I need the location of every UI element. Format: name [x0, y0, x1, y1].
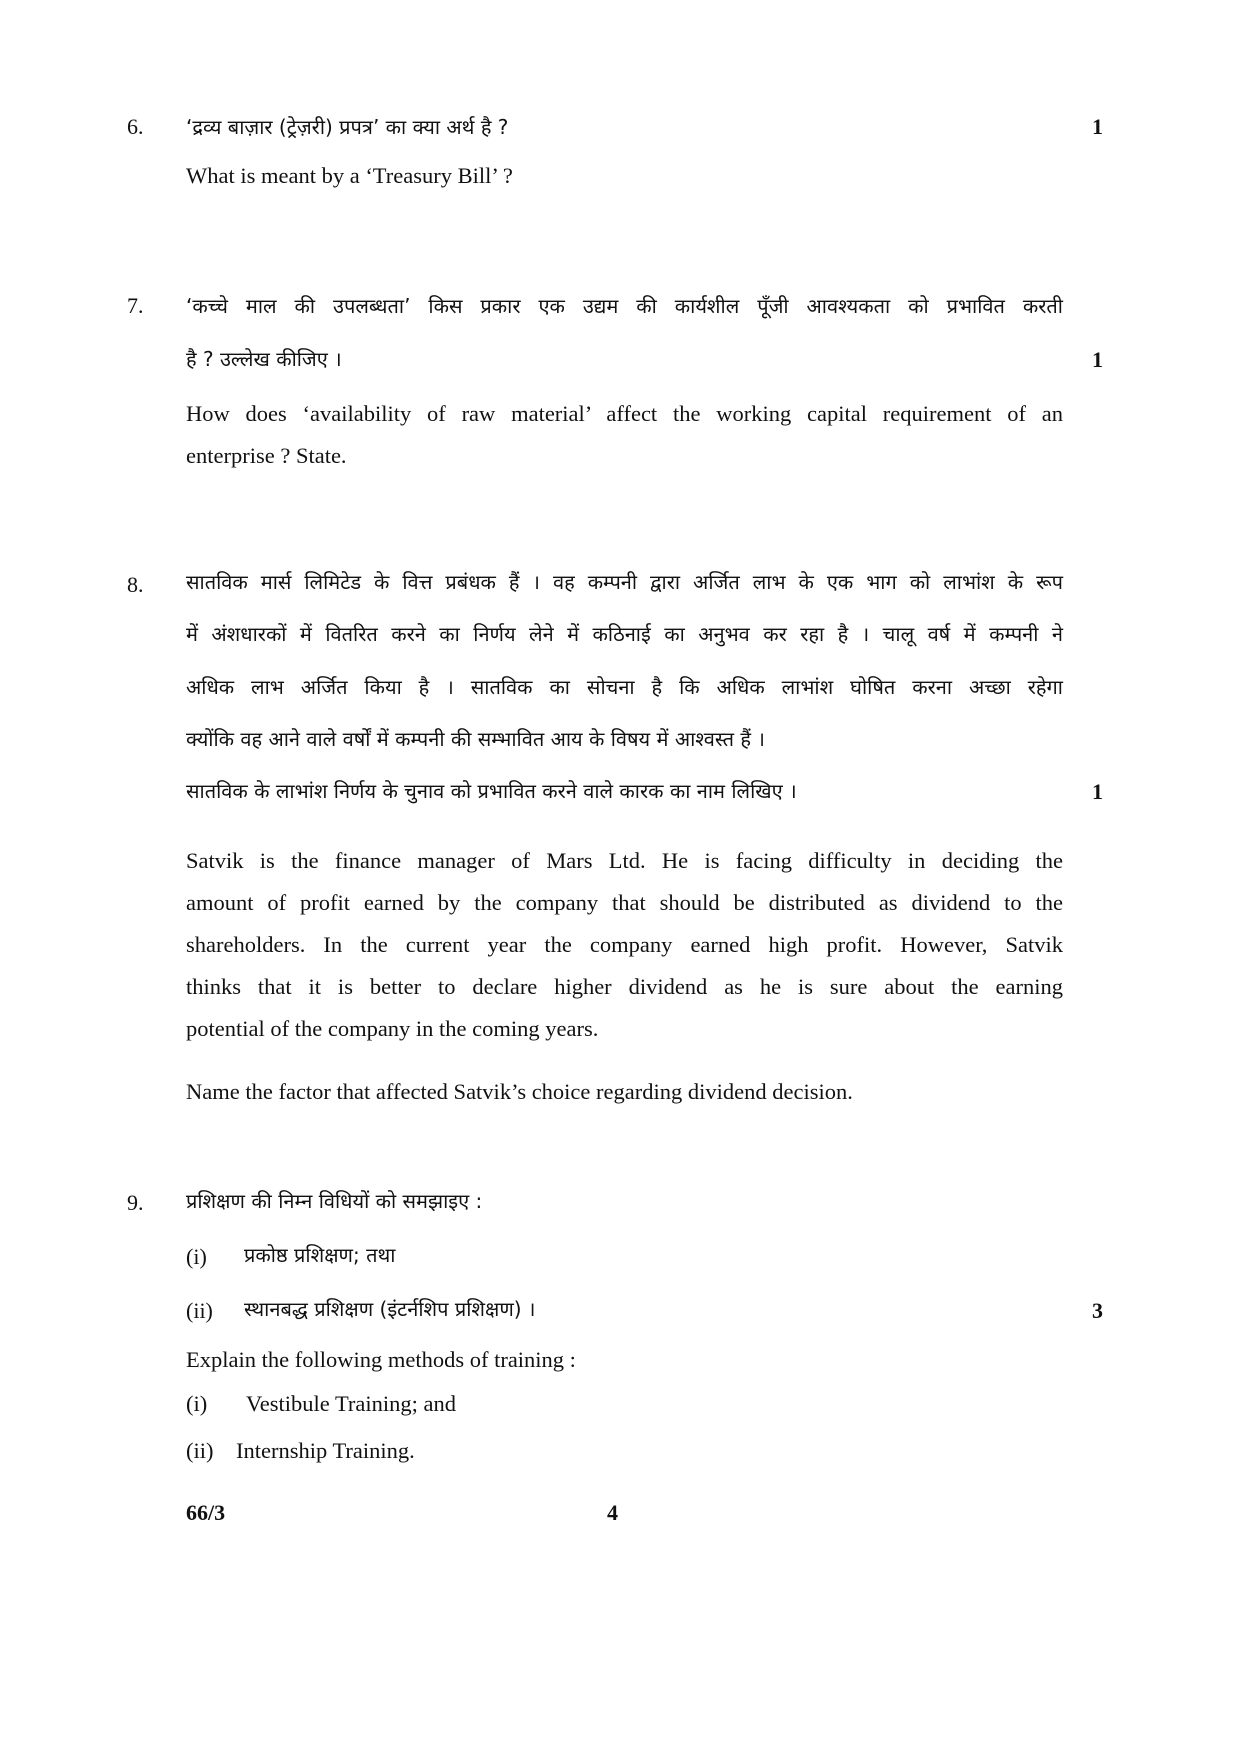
sub-item-label: (ii) [186, 1438, 214, 1463]
question-hindi-line: अधिक लाभ अर्जित किया है । सातविक का सोचना है कि अधिक लाभांश घोषित करना अच्छा रहेगा [186, 675, 1063, 699]
question-english-line: amount of profit earned by the company that should be distributed as dividend to the [186, 890, 1063, 915]
question-number: 9. [127, 1190, 144, 1215]
question-hindi-line: ‘कच्चे माल की उपलब्धता’ किस प्रकार एक उद्यम की कार्यशील पूँजी आवश्यकता को प्रभावित करती [186, 294, 1063, 318]
question-english-line: What is meant by a ‘Treasury Bill’ ? [186, 163, 513, 188]
question-marks: 1 [1092, 779, 1103, 804]
question-marks: 1 [1092, 114, 1103, 139]
question-english-line: Satvik is the finance manager of Mars Ltd. He is facing difficulty in deciding the [186, 848, 1063, 873]
question-english-line: shareholders. In the current year the company earned high profit. However, Satvik [186, 932, 1063, 957]
question-hindi-line: सातविक मार्स लिमिटेड के वित्त प्रबंधक हैं । वह कम्पनी द्वारा अर्जित लाभ के एक भाग को लाभांश के रूप [186, 570, 1063, 594]
sub-item-text: स्थानबद्ध प्रशिक्षण (इंटर्नशिप प्रशिक्षण) । [244, 1297, 536, 1321]
question-hindi-line: में अंशधारकों में वितरित करने का निर्णय लेने में कठिनाई का अनुभव कर रहा है । चालू वर्ष में कम्पनी ने [186, 622, 1063, 646]
question-number: 7. [127, 293, 144, 318]
question-hindi-line: सातविक के लाभांश निर्णय के चुनाव को प्रभावित करने वाले कारक का नाम लिखिए । [186, 779, 797, 803]
paper-code: 66/3 [186, 1500, 226, 1525]
question-marks: 3 [1092, 1298, 1103, 1323]
question-english-prompt: Name the factor that affected Satvik’s choice regarding dividend decision. [186, 1079, 853, 1104]
question-english-line: enterprise ? State. [186, 443, 347, 468]
question-english-line: Explain the following methods of training : [186, 1347, 576, 1372]
sub-item-label: (ii) [186, 1298, 213, 1323]
sub-item-text: Internship Training. [236, 1438, 415, 1463]
question-number: 6. [127, 114, 144, 139]
sub-item-text: प्रकोष्ठ प्रशिक्षण; तथा [244, 1243, 396, 1267]
page-number: 4 [607, 1500, 618, 1525]
question-english-line: How does ‘availability of raw material’ affect the working capital requirement of an [186, 401, 1063, 426]
question-english-line: thinks that it is better to declare higher dividend as he is sure about the earning [186, 974, 1063, 999]
question-number: 8. [127, 572, 144, 597]
question-hindi-line: क्योंकि वह आने वाले वर्षों में कम्पनी की सम्भावित आय के विषय में आश्वस्त हैं । [186, 727, 765, 751]
question-hindi-line: है ? उल्लेख कीजिए । [186, 347, 342, 371]
question-hindi-line: ‘द्रव्य बाज़ार (ट्रेज़री) प्रपत्र’ का क्या अर्थ है ? [186, 115, 509, 139]
question-english-line: potential of the company in the coming years. [186, 1016, 599, 1041]
question-marks: 1 [1092, 347, 1103, 372]
sub-item-label: (i) [186, 1391, 208, 1416]
sub-item-text: Vestibule Training; and [246, 1391, 457, 1416]
question-hindi-line: प्रशिक्षण की निम्न विधियों को समझाइए : [186, 1189, 483, 1213]
sub-item-label: (i) [186, 1244, 207, 1269]
